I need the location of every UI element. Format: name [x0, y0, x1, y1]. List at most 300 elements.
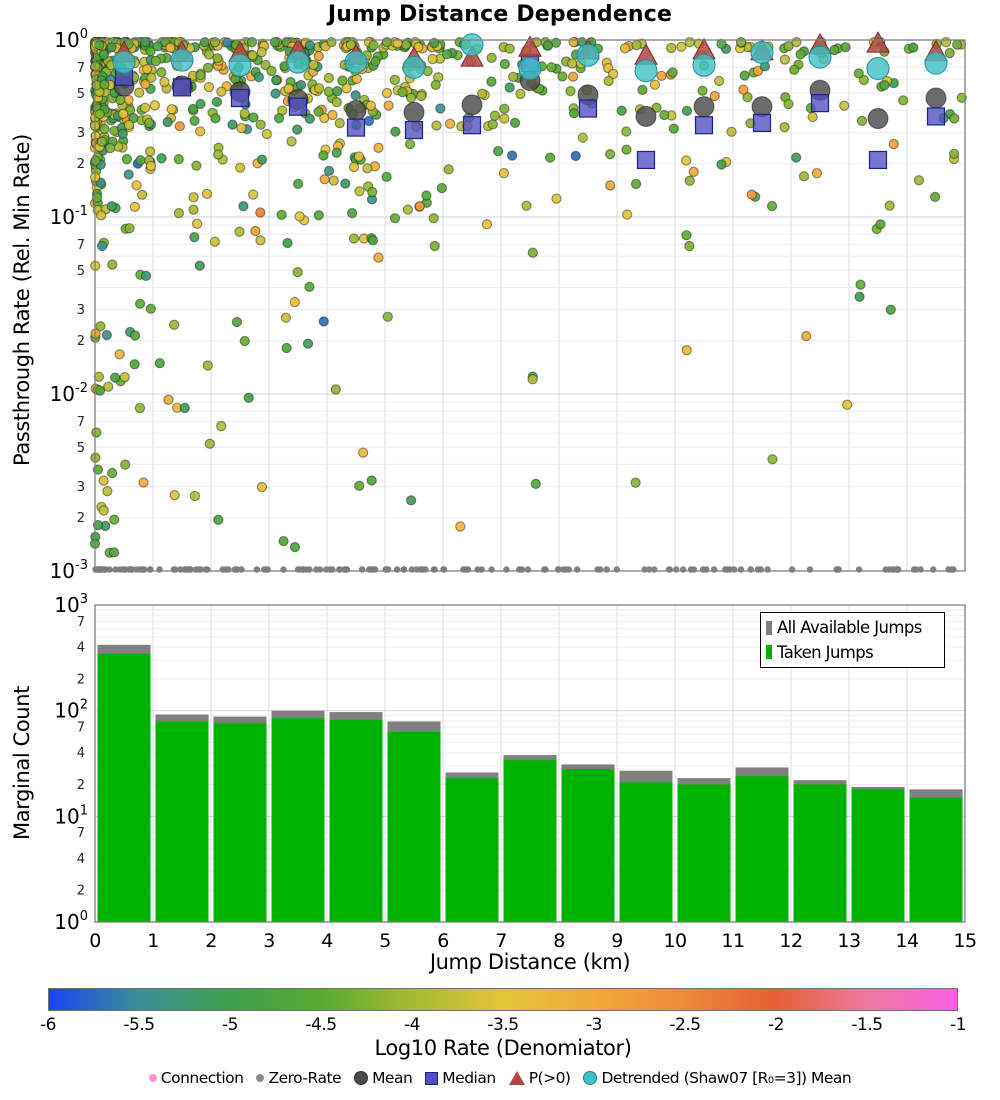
scatter-point [175, 122, 184, 131]
scatter-point [371, 57, 380, 66]
scatter-point [606, 150, 615, 159]
zero-rate-point [156, 566, 162, 572]
scatter-point [417, 91, 426, 100]
scatter-point [174, 209, 183, 218]
scatter-point [146, 161, 155, 170]
zero-rate-point [303, 566, 309, 572]
scatter-point [945, 48, 954, 57]
bar-taken [736, 776, 789, 922]
zero-rate-point [394, 566, 400, 572]
p-gt-0-triangle-icon [509, 1071, 525, 1085]
scatter-point [257, 48, 266, 57]
y-minor-tick-label: 5 [76, 86, 85, 102]
scatter-point [332, 148, 341, 157]
scatter-point [405, 140, 414, 149]
zero-rate-point [603, 566, 609, 572]
zero-rate-point [193, 566, 199, 572]
scatter-point [107, 43, 116, 52]
scatter-point [482, 220, 491, 229]
scatter-point [363, 164, 372, 173]
scatter-point [876, 220, 885, 229]
scatter-point [740, 71, 749, 80]
zero-rate-point [419, 566, 425, 572]
scatter-point [617, 106, 626, 115]
scatter-point [329, 176, 338, 185]
scatter-point [715, 76, 724, 85]
scatter-point [290, 297, 299, 306]
median-marker [232, 90, 249, 107]
scatter-point [442, 50, 451, 59]
zero-rate-point [187, 566, 193, 572]
scatter-point [120, 373, 129, 382]
y-minor-tick-label: 7 [76, 60, 85, 76]
scatter-point [109, 548, 118, 557]
detrended-mean-marker [403, 56, 425, 78]
zero-rate-point [265, 566, 271, 572]
scatter-point [314, 211, 323, 220]
zero-rate-point [413, 566, 419, 572]
scatter-point [790, 65, 799, 74]
zero-rate-point [147, 566, 153, 572]
scatter-point [202, 189, 211, 198]
mean-marker [752, 97, 772, 117]
zero-rate-point [738, 566, 744, 572]
median-marker [638, 151, 655, 168]
scatter-point [254, 72, 263, 81]
scatter-point [499, 169, 508, 178]
scatter-point [364, 116, 373, 125]
scatter-point [141, 103, 150, 112]
scatter-point [247, 38, 256, 47]
y-minor-tick-label: 3 [76, 126, 85, 142]
scatter-point [546, 153, 555, 162]
scatter-point [281, 313, 290, 322]
scatter-point [391, 127, 400, 136]
scatter-point [309, 60, 318, 69]
scatter-point [568, 72, 577, 81]
bar-taken [852, 789, 905, 922]
x-tick-label: 8 [553, 930, 565, 952]
scatter-point [780, 123, 789, 132]
x-tick-label: 3 [263, 930, 275, 952]
scatter-point [239, 202, 248, 211]
legend-label: Median [442, 1069, 496, 1087]
x-tick-label: 5 [379, 930, 391, 952]
scatter-point [685, 176, 694, 185]
scatter-point [319, 151, 328, 160]
top-panel-border [95, 40, 965, 571]
median-marker [464, 117, 481, 134]
median-marker [348, 119, 365, 136]
zero-rate-point [254, 566, 260, 572]
scatter-point [211, 114, 220, 123]
zero-rate-point [101, 566, 107, 572]
scatter-point [236, 163, 245, 172]
scatter-point [135, 88, 144, 97]
chart-title: Jump Distance Dependence [327, 2, 673, 27]
scatter-point [240, 336, 249, 345]
zero-rate-point [646, 566, 652, 572]
scatter-point [431, 80, 440, 89]
scatter-point [223, 38, 232, 47]
scatter-point [736, 38, 745, 47]
y-minor-tick-label: 5 [76, 263, 85, 279]
scatter-point [137, 190, 146, 199]
scatter-point [366, 101, 375, 110]
scatter-point [812, 169, 821, 178]
scatter-point [428, 54, 437, 63]
colorbar-tick-label: -2.5 [669, 1015, 701, 1035]
y-major-tick-label: $10^2$ [54, 697, 88, 723]
zero-rate-point [930, 566, 936, 572]
scatter-point [118, 129, 127, 138]
zero-rate-point [280, 566, 286, 572]
bar-taken [794, 785, 847, 922]
scatter-point [739, 85, 748, 94]
detrended-mean-marker [577, 44, 599, 66]
scatter-point [631, 478, 640, 487]
scatter-point [490, 111, 499, 120]
scatter-point [505, 83, 514, 92]
scatter-point [293, 268, 302, 277]
scatter-point [631, 179, 640, 188]
y-minor-tick-label: 2 [76, 672, 85, 688]
scatter-point [854, 69, 863, 78]
scatter-point [332, 98, 341, 107]
scatter-point [155, 358, 164, 367]
legend-label: Connection [160, 1069, 244, 1087]
mean-marker [404, 102, 424, 122]
y-minor-tick-label: 4 [76, 640, 85, 656]
x-tick-label: 11 [721, 930, 745, 952]
legend-label: Detrended (Shaw07 [R₀=3]) Mean [601, 1069, 852, 1087]
x-tick-label: 10 [663, 930, 687, 952]
scatter-point [682, 231, 691, 240]
legend-item-median [425, 1069, 495, 1087]
scatter-point [130, 331, 139, 340]
scatter-point [885, 201, 894, 210]
scatter-point [856, 280, 865, 289]
bar-taken [504, 760, 557, 922]
scatter-point [478, 89, 487, 98]
scatter-point [122, 154, 131, 163]
scatter-point [305, 41, 314, 50]
scatter-point [192, 161, 201, 170]
scatter-point [430, 241, 439, 250]
scatter-point [97, 137, 106, 146]
scatter-point [196, 127, 205, 136]
scatter-point [314, 52, 323, 61]
scatter-point [840, 101, 849, 110]
scatter-point [100, 80, 109, 89]
scatter-point [355, 481, 364, 490]
scatter-point [124, 170, 133, 179]
mean-marker [462, 95, 482, 115]
scatter-point [487, 53, 496, 62]
bar-taken [446, 778, 499, 922]
scatter-point [768, 455, 777, 464]
scatter-point [384, 101, 393, 110]
scatter-point [287, 137, 296, 146]
connection-dot-icon [149, 1074, 157, 1082]
zero-rate-point [755, 566, 761, 572]
colorbar-tick-label: -6 [40, 1015, 56, 1035]
scatter-point [528, 375, 537, 384]
scatter-point [349, 234, 358, 243]
zero-rate-point [359, 566, 365, 572]
top-y-axis-label: Passthrough Rate (Rel. Min Rate) [10, 134, 34, 466]
scatter-point [121, 460, 130, 469]
scatter-point [132, 181, 141, 190]
bar-taken [388, 732, 441, 922]
scatter-point [102, 330, 111, 339]
scatter-point [843, 400, 852, 409]
zero-rate-point [747, 566, 753, 572]
scatter-point [359, 448, 368, 457]
scatter-point [422, 191, 431, 200]
mean-marker [926, 88, 946, 108]
bar-taken [156, 721, 209, 922]
y-minor-tick-label: 2 [76, 334, 85, 350]
scatter-point [383, 312, 392, 321]
zero-rate-point [764, 566, 770, 572]
scatter-point [103, 487, 112, 496]
scatter-point [303, 339, 312, 348]
bottom-y-axis-label: Marginal Count [10, 686, 34, 840]
x-tick-label: 7 [495, 930, 507, 952]
zero-rate-point [913, 566, 919, 572]
x-tick-label: 1 [147, 930, 159, 952]
colorbar-tick-label: -3 [586, 1015, 602, 1035]
scatter-point [950, 114, 959, 123]
scatter-point [445, 119, 454, 128]
legend-label: Taken Jumps [777, 642, 874, 662]
scatter-point [240, 109, 249, 118]
scatter-point [232, 317, 241, 326]
detrended-mean-marker [287, 51, 309, 73]
scatter-point [170, 320, 179, 329]
bar-taken [562, 769, 615, 922]
zero-rate-point [128, 566, 134, 572]
scatter-point [151, 56, 160, 65]
scatter-point [685, 38, 694, 47]
y-minor-tick-label: 2 [76, 157, 85, 173]
scatter-point [108, 260, 117, 269]
scatter-point [142, 65, 151, 74]
detrended-mean-marker [519, 58, 541, 80]
scatter-point [193, 219, 202, 228]
legend-label: P(>0) [528, 1069, 571, 1087]
scatter-point [374, 253, 383, 262]
colorbar-tick-label: -1.5 [851, 1015, 883, 1035]
scatter-point [228, 120, 237, 129]
scatter-point [799, 172, 808, 181]
detrended-mean-marker [867, 58, 889, 80]
scatter-point [914, 176, 923, 185]
y-major-tick-label: $10^3$ [54, 592, 88, 617]
detrended-mean-circle-icon [583, 1071, 597, 1085]
scatter-point [296, 80, 305, 89]
detrended-mean-marker [345, 51, 367, 73]
scatter-point [210, 237, 219, 246]
scatter-point [324, 166, 333, 175]
scatter-point [125, 224, 134, 233]
scatter-point [189, 193, 198, 202]
scatter-point [808, 112, 817, 121]
scatter-point [668, 68, 677, 77]
y-minor-tick-label: 7 [76, 237, 85, 253]
scatter-point [98, 241, 107, 250]
scatter-point [99, 476, 108, 485]
zero-rate-point [431, 566, 437, 572]
y-minor-tick-label: 7 [76, 720, 85, 736]
zero-rate-point [680, 566, 686, 572]
scatter-point [190, 116, 199, 125]
x-tick-label: 15 [953, 930, 977, 952]
scatter-point [290, 543, 299, 552]
scatter-point [305, 282, 314, 291]
zero-rate-point [232, 566, 238, 572]
scatter-point [880, 81, 889, 90]
colorbar-tick-label: -1 [950, 1015, 966, 1035]
mean-marker [636, 106, 656, 126]
bar-taken [620, 782, 673, 922]
zero-rate-point [440, 566, 446, 572]
scatter-point [403, 205, 412, 214]
scatter-point [217, 87, 226, 96]
y-minor-tick-label: 2 [76, 511, 85, 527]
scatter-point [768, 201, 777, 210]
scatter-point [338, 76, 347, 85]
scatter-point [547, 63, 556, 72]
y-minor-tick-label: 5 [76, 440, 85, 456]
zero-rate-point [555, 566, 561, 572]
scatter-point [256, 208, 265, 217]
y-minor-tick-label: 3 [76, 480, 85, 496]
scatter-point [190, 233, 199, 242]
scatter-point [432, 121, 441, 130]
scatter-point [569, 38, 578, 47]
legend-item-taken [766, 643, 944, 662]
zero-rate-point [525, 566, 531, 572]
scatter-point [437, 183, 446, 192]
scatter-point [569, 109, 578, 118]
scatter-point [153, 42, 162, 51]
scatter-point [274, 114, 283, 123]
legend-item-all-available [766, 618, 944, 637]
scatter-point [214, 150, 223, 159]
detrended-mean-marker [809, 46, 831, 68]
zero-rate-point [945, 566, 951, 572]
scatter-point [784, 99, 793, 108]
scatter-point [606, 181, 615, 190]
scatter-point [578, 133, 587, 142]
scatter-point [119, 109, 128, 118]
zero-rate-point [560, 566, 566, 572]
median-marker [580, 100, 597, 117]
scatter-point [390, 214, 399, 223]
zero-rate-point [541, 566, 547, 572]
scatter-point [130, 202, 139, 211]
scatter-point [99, 506, 108, 515]
scatter-point [710, 91, 719, 100]
zero-rate-point [313, 566, 319, 572]
scatter-point [314, 107, 323, 116]
x-tick-label: 4 [321, 930, 333, 952]
scatter-point [256, 236, 265, 245]
scatter-point [157, 68, 166, 77]
scatter-point [244, 393, 253, 402]
zero-rate-point [181, 566, 187, 572]
scatter-point [406, 496, 415, 505]
legend-label: All Available Jumps [777, 618, 922, 638]
zero-rate-point [727, 566, 733, 572]
scatter-point [604, 76, 613, 85]
scatter-point [623, 210, 632, 219]
scatter-point [415, 202, 424, 211]
zero-rate-point [574, 566, 580, 572]
scatter-point [909, 43, 918, 52]
y-minor-tick-label: 3 [76, 303, 85, 319]
scatter-point [257, 482, 266, 491]
scatter-point [324, 87, 333, 96]
all-available-swatch [766, 621, 772, 635]
x-axis-label: Jump Distance (km) [429, 950, 631, 974]
scatter-point [802, 331, 811, 340]
scatter-point [500, 59, 509, 68]
scatter-point [136, 156, 145, 165]
scatter-point [689, 167, 698, 176]
scatter-point [429, 214, 438, 223]
y-minor-tick-label: 4 [76, 746, 85, 762]
scatter-point [324, 73, 333, 82]
colorbar-ticks [40, 1015, 966, 1035]
scatter-point [320, 175, 329, 184]
scatter-point [528, 248, 537, 257]
scatter-point [382, 88, 391, 97]
bar-taken [98, 654, 151, 922]
scatter-point [251, 226, 260, 235]
figure-legend [0, 1069, 1000, 1087]
scatter-point [510, 118, 519, 127]
scatter-point [283, 238, 292, 247]
colorbar-label: Log10 Rate (Denomiator) [374, 1036, 632, 1060]
zero-rate-dot-icon [256, 1074, 264, 1082]
scatter-point [282, 343, 291, 352]
median-marker [812, 95, 829, 112]
scatter-point [180, 403, 189, 412]
scatter-point [401, 40, 410, 49]
zero-rate-point [711, 566, 717, 572]
scatter-point [331, 385, 340, 394]
scatter-point [632, 40, 641, 49]
colorbar-tick-label: -4 [404, 1015, 420, 1035]
scatter-point [170, 490, 179, 499]
y-minor-tick-label: 4 [76, 851, 85, 867]
scatter-point [792, 153, 801, 162]
histogram-legend [760, 612, 945, 668]
scatter-point [164, 395, 173, 404]
scatter-point [355, 187, 364, 196]
scatter-point [150, 101, 159, 110]
scatter-point [620, 44, 629, 53]
y-minor-tick-label: 2 [76, 883, 85, 899]
scatter-point [407, 93, 416, 102]
bar-taken [678, 785, 731, 922]
scatter-point [568, 59, 577, 68]
scatter-point [931, 192, 940, 201]
scatter-point [277, 210, 286, 219]
